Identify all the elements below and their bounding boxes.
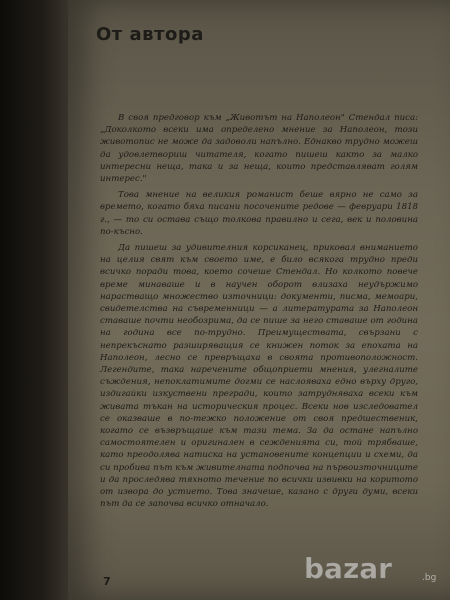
watermark-suffix: .bg [422,573,437,583]
page-number: 7 [103,575,111,588]
body-text [100,112,418,515]
paragraph: Това мнение на великия романист беше вярно не само за времето, когато бяха писани посочените редове — февруари 1818 г., — то си остава също толкова правилно и сега, век и половина по-късно. [100,190,418,237]
book-spine-shadow [0,0,70,600]
paragraph: В своя предговор към „Животът на Наполеон" Стендал писа: „Доколкото всеки има определено мнение за Наполеон, този животопис не може да задоволи напълно. Еднакво трудно можеш да удовлетвориш читателя, когато пишеш както за малко интересни неща, така и за неща, които представляват голям интерес." [100,113,418,185]
chapter-heading: От автора [96,24,204,45]
watermark-brand: bazar [304,552,392,585]
bazar-watermark-logo [300,548,450,588]
paragraph: Да пишеш за удивителния корсиканец, приковал вниманието на целия свят към своето име, е било всякога трудно преди всичко поради това, което сочеше Стендал. Но колкото повече време минаваше и в научен оборот влизаха неудържимо нарастващо множество източници: документи, писма, мемоари, свидетелства на съвременници — а литературата за Наполеон ставаше почти необозрима, да се пише за него ставаше от година на година все по-трудно. Преимуществата, свързани с непрекъснато разширяващия се книжен поток за епохата на Наполеон, лесно се превръщаха в своята противоположност. Легендите, така наречените общоприети мнения, улегналите съждения, непоклатимите догми се наслояваха едно върху друго, издигайки изкуствени прегради, които затрудняваха всеки към живата тъкан на историческия процес. Всеки нов изследовател се оказваше в по-тежко положение от своя предшественик, когато се възвръщаше към тази тема. За да остане напълно самостоятелен и оригинален в сежденията си, той трябваше, като преодолява натиска на установените концепции и схеми, да си пробива път към живителната подпочва на първоизточниците и да проследява тяхното течение по всички извивки на коритото от извора до устието. Това значеше, казано с други думи, всеки път да се започва всичко отначало. [100,243,418,510]
